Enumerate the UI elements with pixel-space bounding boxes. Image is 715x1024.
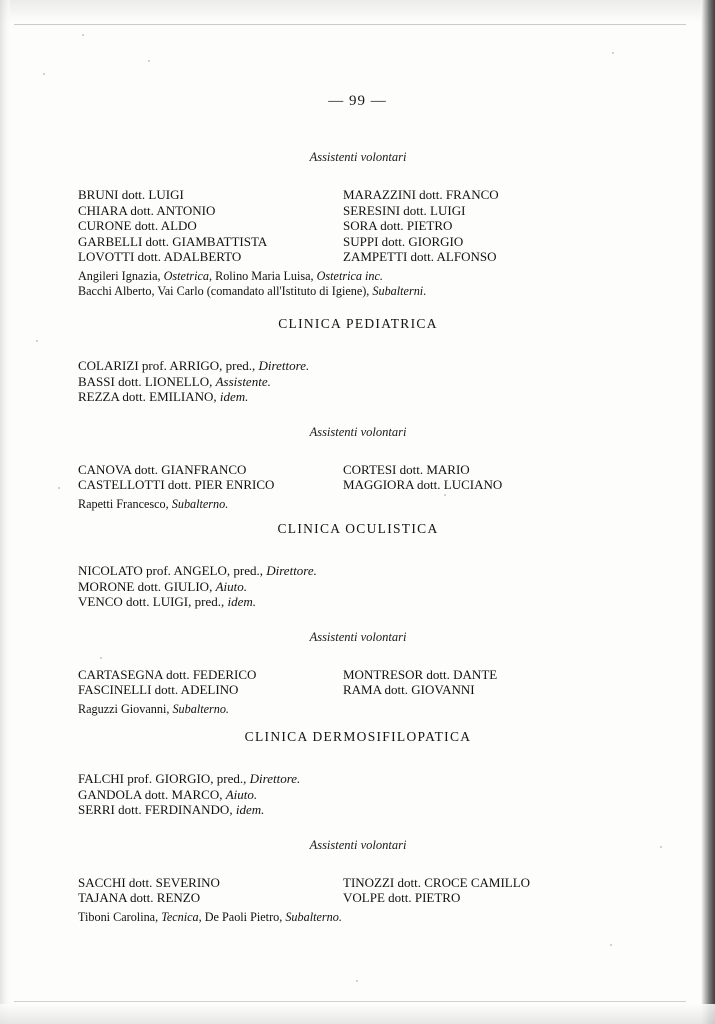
- section-staff: [78, 771, 638, 818]
- name-right: MAGGIORA dott. LUCIANO: [343, 477, 503, 493]
- name-left: SACCHI dott. SEVERINO: [78, 874, 220, 890]
- name-right: TINOZZI dott. CROCE CAMILLO: [343, 874, 531, 890]
- name-right: SERESINI dott. LUIGI: [343, 202, 466, 218]
- section-heading: CLINICA DERMOSIFILOPATICA: [244, 729, 472, 744]
- name-left: LOVOTTI dott. ADALBERTO: [78, 249, 242, 265]
- section-clinica-pediatrica: [78, 316, 638, 512]
- name-left: GARBELLI dott. GIAMBATTISTA: [78, 233, 268, 249]
- page-number: — 99 —: [328, 93, 387, 109]
- table-row: [78, 234, 638, 250]
- staff-line: NICOLATO prof. ANGELO, pred., Direttore.: [78, 563, 317, 578]
- name-left: FASCINELLI dott. ADELINO: [78, 682, 239, 698]
- section-clinica-dermosifilopatica: [78, 729, 638, 925]
- table-row: [78, 462, 638, 478]
- section-subheading: Assistenti volontari: [309, 837, 407, 852]
- section-notes: [78, 702, 638, 717]
- name-right: VOLPE dott. PIETRO: [343, 890, 461, 906]
- table-row: [78, 249, 638, 265]
- section-heading: CLINICA PEDIATRICA: [278, 316, 438, 331]
- section-staff: [78, 563, 638, 610]
- table-row: [78, 477, 638, 493]
- name-columns: [78, 462, 638, 493]
- name-right: MARAZZINI dott. FRANCO: [343, 187, 499, 202]
- name-columns: [78, 875, 638, 906]
- table-row: [78, 875, 638, 891]
- name-left: CASTELLOTTI dott. PIER ENRICO: [78, 477, 275, 493]
- name-left: CHIARA dott. ANTONIO: [78, 202, 216, 218]
- table-row: [78, 890, 638, 906]
- note-line: Raguzzi Giovanni, Subalterno.: [78, 701, 229, 716]
- table-row: [78, 218, 638, 234]
- staff-line: FALCHI prof. GIORGIO, pred., Direttore.: [78, 771, 301, 786]
- section-notes: [78, 269, 638, 299]
- name-right: SORA dott. PIETRO: [343, 218, 453, 234]
- section-notes: [78, 910, 638, 925]
- note-line: Bacchi Alberto, Vai Carlo (comandato all'Istituto di Igiene), Subalterni.: [78, 283, 427, 298]
- section-staff: [78, 358, 638, 405]
- section-heading: CLINICA OCULISTICA: [277, 521, 439, 536]
- staff-line: COLARIZI prof. ARRIGO, pred., Direttore.: [78, 358, 310, 373]
- table-row: [78, 667, 638, 683]
- staff-line: MORONE dott. GIULIO, Aiuto.: [78, 578, 247, 594]
- note-line: Rapetti Francesco, Subalterno.: [78, 496, 229, 511]
- name-right: ZAMPETTI dott. ALFONSO: [343, 249, 497, 265]
- staff-line: VENCO dott. LUIGI, pred., idem.: [78, 594, 257, 610]
- name-left: CANOVA dott. GIANFRANCO: [78, 461, 247, 477]
- name-right: MONTRESOR dott. DANTE: [343, 666, 498, 682]
- name-left: CARTASEGNA dott. FEDERICO: [78, 666, 257, 682]
- name-columns: [78, 187, 638, 265]
- table-row: [78, 187, 638, 203]
- name-right: RAMA dott. GIOVANNI: [343, 682, 475, 698]
- section-notes: [78, 497, 638, 512]
- staff-line: SERRI dott. FERDINANDO, idem.: [78, 802, 265, 818]
- staff-line: BASSI dott. LIONELLO, Assistente.: [78, 373, 271, 389]
- name-columns: [78, 667, 638, 698]
- table-row: [78, 682, 638, 698]
- section-clinica-oculistica: [78, 521, 638, 717]
- name-left: BRUNI dott. LUIGI: [78, 187, 184, 202]
- note-line: Tiboni Carolina, Tecnica, De Paoli Pietro, Subalterno.: [78, 909, 342, 924]
- name-right: CORTESI dott. MARIO: [343, 461, 470, 477]
- staff-line: REZZA dott. EMILIANO, idem.: [78, 389, 249, 405]
- section-assistenti-volontari-1: [78, 150, 638, 299]
- section-subheading: Assistenti volontari: [309, 629, 407, 644]
- name-left: CURONE dott. ALDO: [78, 218, 197, 234]
- note-line: Angileri Ignazia, Ostetrica, Rolino Maria Luisa, Ostetrica inc.: [78, 268, 383, 283]
- section-subheading: Assistenti volontari: [309, 424, 407, 439]
- name-left: TAJANA dott. RENZO: [78, 890, 201, 906]
- section-subheading: Assistenti volontari: [309, 150, 407, 164]
- name-right: SUPPI dott. GIORGIO: [343, 233, 464, 249]
- table-row: [78, 203, 638, 219]
- staff-line: GANDOLA dott. MARCO, Aiuto.: [78, 786, 258, 802]
